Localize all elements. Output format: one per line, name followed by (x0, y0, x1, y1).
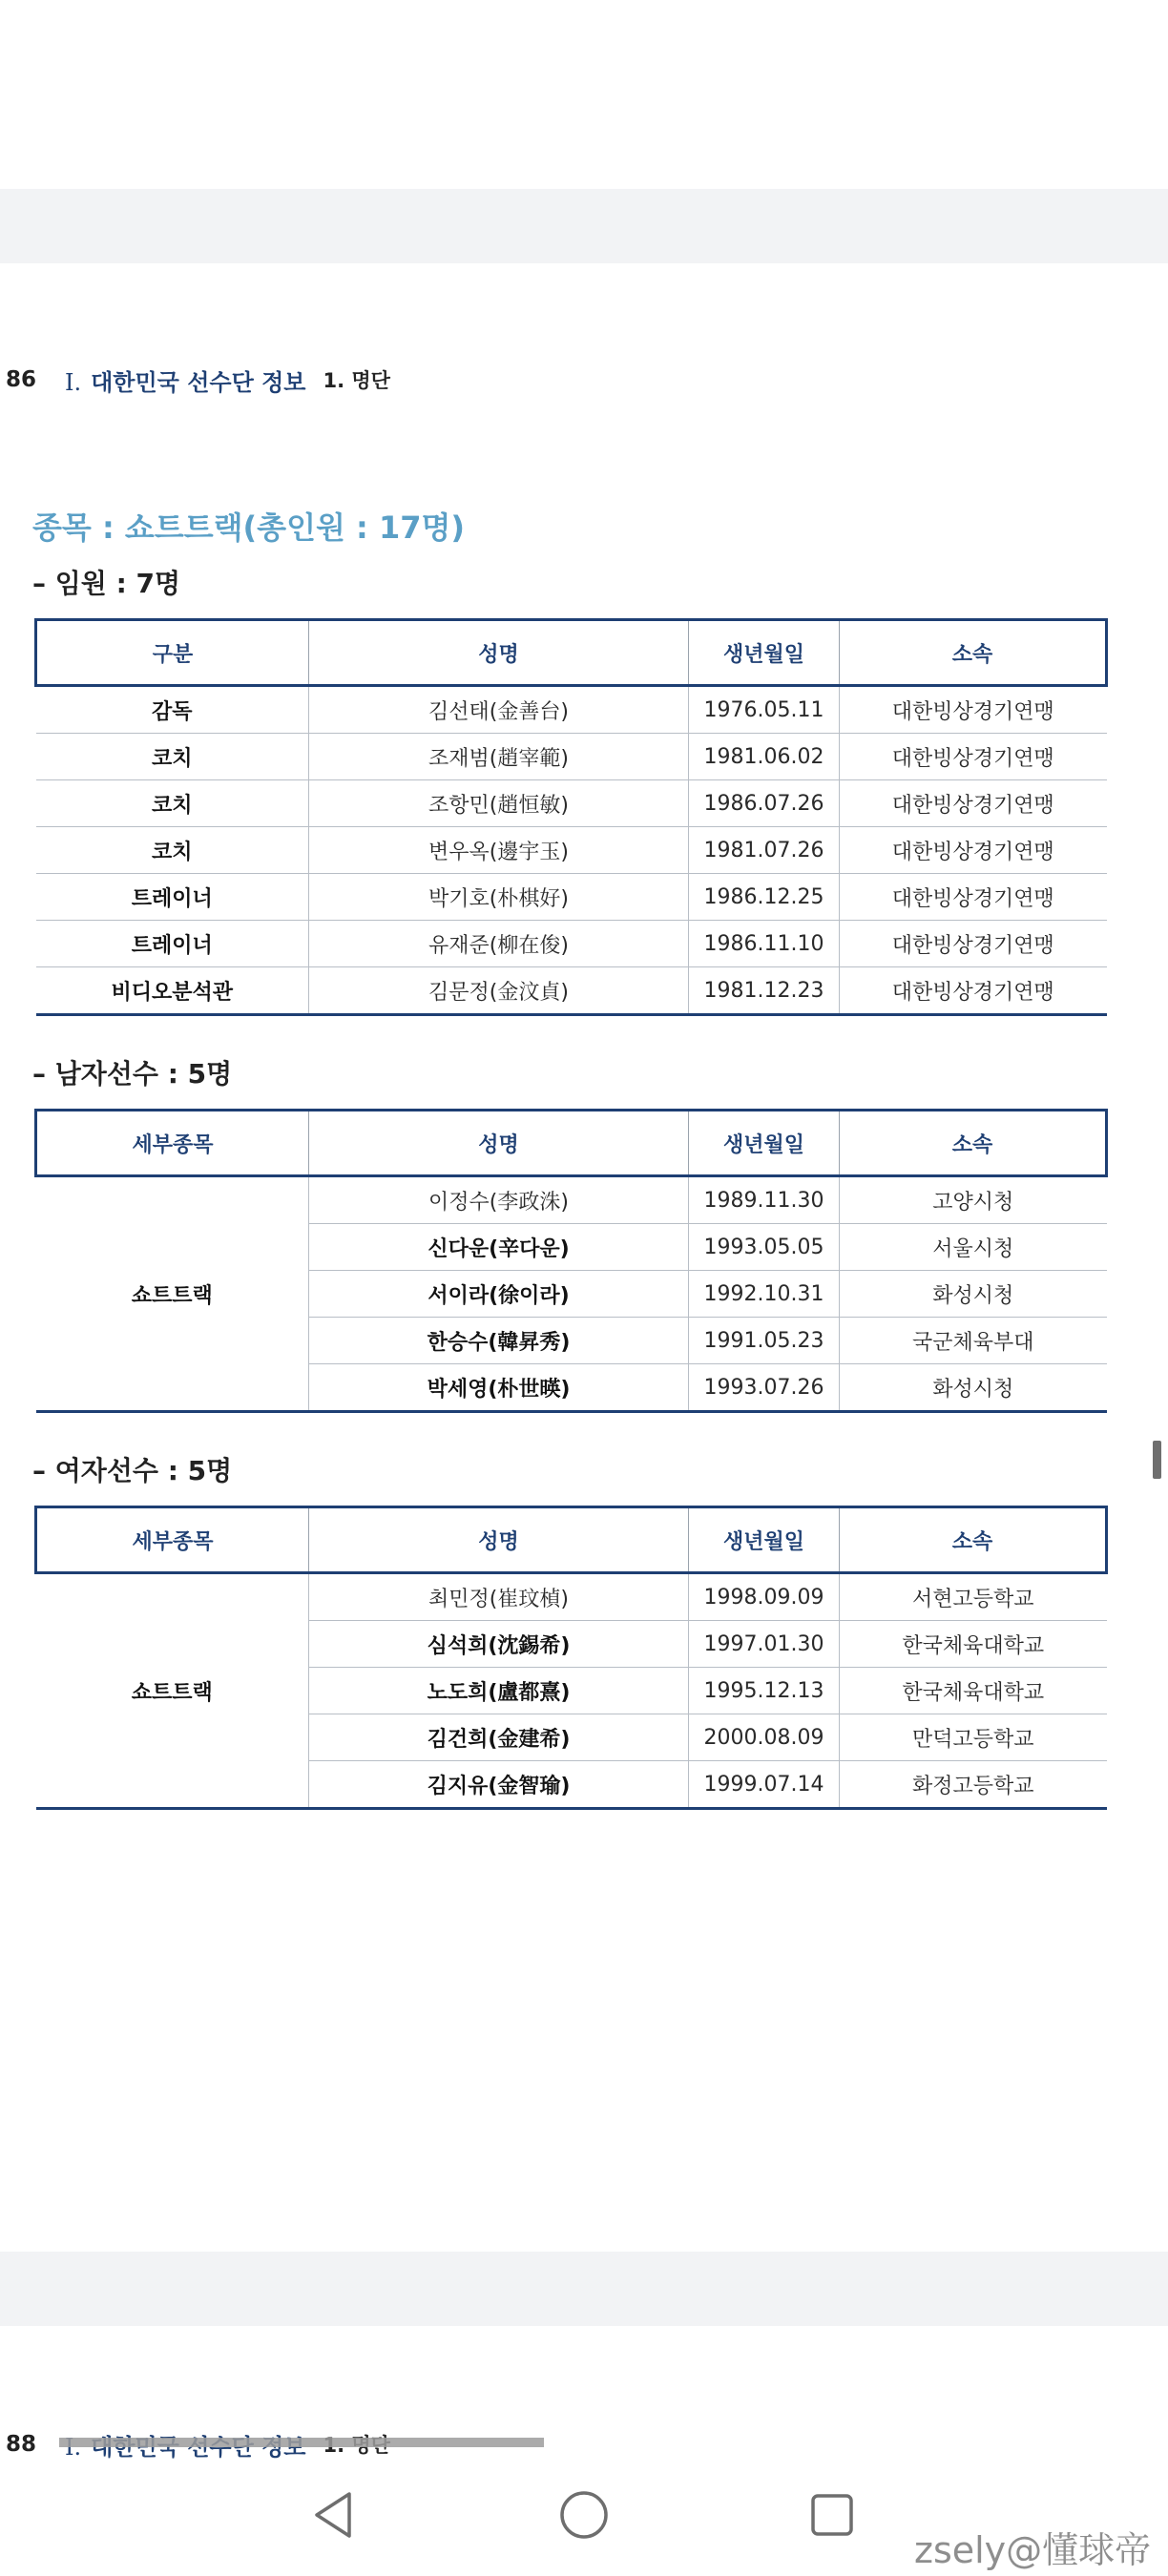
birthdate-cell: 1981.06.02 (689, 734, 840, 780)
name-cell: 이정수(李政洙) (309, 1176, 689, 1224)
name-cell: 심석희(沈錫希) (309, 1621, 689, 1668)
column-header: 소속 (840, 1111, 1107, 1176)
name-cell: 조재범(趙宰範) (309, 734, 689, 780)
column-header: 구분 (36, 620, 309, 686)
affiliation-cell: 고양시청 (840, 1176, 1107, 1224)
name-cell: 신다운(辛다운) (309, 1224, 689, 1271)
event-cell: 쇼트트랙 (36, 1573, 309, 1809)
table-row (36, 734, 1107, 780)
birthdate-cell: 1991.05.23 (689, 1318, 840, 1364)
birthdate-cell: 1981.12.23 (689, 967, 840, 1015)
role-cell: 코치 (36, 734, 309, 780)
name-cell: 박기호(朴棋好) (309, 874, 689, 921)
chapter-title (65, 364, 305, 397)
birthdate-cell: 1993.05.05 (689, 1224, 840, 1271)
table-row (36, 921, 1107, 967)
affiliation-cell: 대한빙상경기연맹 (840, 734, 1107, 780)
table-header-row (36, 620, 1107, 686)
name-cell: 노도희(盧都熹) (309, 1668, 689, 1714)
square-recents-icon[interactable] (805, 2488, 859, 2542)
column-header: 생년월일 (689, 1507, 840, 1573)
name-cell: 김건희(金建希) (309, 1714, 689, 1761)
affiliation-cell: 대한빙상경기연맹 (840, 921, 1107, 967)
name-cell: 한승수(韓昇秀) (309, 1318, 689, 1364)
men-athletes-table (34, 1109, 1108, 1413)
birthdate-cell: 1992.10.31 (689, 1271, 840, 1318)
column-header: 성명 (309, 620, 689, 686)
event-title: 종목 : 쇼트트랙(총인원 : 17명) (32, 509, 466, 546)
women-athletes-table (34, 1506, 1108, 1810)
affiliation-cell: 대한빙상경기연맹 (840, 686, 1107, 734)
affiliation-cell: 대한빙상경기연맹 (840, 780, 1107, 827)
column-header: 생년월일 (689, 620, 840, 686)
page-gap-bottom (0, 2252, 1168, 2326)
affiliation-cell: 대한빙상경기연맹 (840, 967, 1107, 1015)
birthdate-cell: 1997.01.30 (689, 1621, 840, 1668)
column-header: 소속 (840, 1507, 1107, 1573)
triangle-back-icon[interactable] (307, 2488, 361, 2542)
birthdate-cell: 1981.07.26 (689, 827, 840, 874)
affiliation-cell: 서현고등학교 (840, 1573, 1107, 1621)
birthdate-cell: 1995.12.13 (689, 1668, 840, 1714)
scrollbar-thumb[interactable] (1153, 1441, 1161, 1479)
name-cell: 김문정(金汶貞) (309, 967, 689, 1015)
page-number: 86 (6, 367, 37, 392)
table-row (36, 780, 1107, 827)
affiliation-cell: 화성시청 (840, 1271, 1107, 1318)
birthdate-cell: 1986.11.10 (689, 921, 840, 967)
role-cell: 코치 (36, 827, 309, 874)
birthdate-cell: 1986.07.26 (689, 780, 840, 827)
column-header: 세부종목 (36, 1111, 309, 1176)
table-row (36, 1176, 1107, 1224)
officials-table (34, 618, 1108, 1016)
affiliation-cell: 대한빙상경기연맹 (840, 827, 1107, 874)
birthdate-cell: 1999.07.14 (689, 1761, 840, 1809)
name-cell: 김지유(金智瑜) (309, 1761, 689, 1809)
chapter-roman: Ⅰ. (65, 368, 82, 396)
name-cell: 유재준(柳在俊) (309, 921, 689, 967)
table-header-row (36, 1111, 1107, 1176)
role-cell: 비디오분석관 (36, 967, 309, 1015)
page-header (0, 361, 390, 399)
table-row (36, 967, 1107, 1015)
column-header: 소속 (840, 620, 1107, 686)
role-cell: 트레이너 (36, 874, 309, 921)
table-row (36, 1573, 1107, 1621)
role-cell: 코치 (36, 780, 309, 827)
table-header-row (36, 1507, 1107, 1573)
affiliation-cell: 화성시청 (840, 1364, 1107, 1412)
column-header: 세부종목 (36, 1507, 309, 1573)
name-cell: 서이라(徐이라) (309, 1271, 689, 1318)
birthdate-cell: 1989.11.30 (689, 1176, 840, 1224)
name-cell: 조항민(趙恒敏) (309, 780, 689, 827)
affiliation-cell: 대한빙상경기연맹 (840, 874, 1107, 921)
role-cell: 트레이너 (36, 921, 309, 967)
name-cell: 박세영(朴世暎) (309, 1364, 689, 1412)
birthdate-cell: 2000.08.09 (689, 1714, 840, 1761)
women-section-title: – 여자선수 : 5명 (32, 1455, 233, 1486)
role-cell: 감독 (36, 686, 309, 734)
affiliation-cell: 한국체육대학교 (840, 1621, 1107, 1668)
name-cell: 최민정(崔玟楨) (309, 1573, 689, 1621)
name-cell: 김선태(金善台) (309, 686, 689, 734)
watermark: zsely@懂球帝 (914, 2529, 1152, 2571)
affiliation-cell: 화정고등학교 (840, 1761, 1107, 1809)
column-header: 성명 (309, 1507, 689, 1573)
birthdate-cell: 1976.05.11 (689, 686, 840, 734)
table-row (36, 874, 1107, 921)
next-page-number: 88 (6, 2432, 37, 2457)
men-section-title: – 남자선수 : 5명 (32, 1058, 233, 1090)
affiliation-cell: 한국체육대학교 (840, 1668, 1107, 1714)
table-row (36, 827, 1107, 874)
chapter-title-text: 대한민국 선수단 정보 (91, 368, 306, 396)
affiliation-cell: 국군체육부대 (840, 1318, 1107, 1364)
affiliation-cell: 서울시청 (840, 1224, 1107, 1271)
birthdate-cell: 1986.12.25 (689, 874, 840, 921)
affiliation-cell: 만덕고등학교 (840, 1714, 1107, 1761)
event-cell: 쇼트트랙 (36, 1176, 309, 1412)
table-row (36, 686, 1107, 734)
circle-home-icon[interactable] (557, 2488, 611, 2542)
subchapter-title: 1. 명단 (323, 369, 390, 392)
name-cell: 변우옥(邊宇玉) (309, 827, 689, 874)
column-header: 성명 (309, 1111, 689, 1176)
column-header: 생년월일 (689, 1111, 840, 1176)
officials-section-title: – 임원 : 7명 (32, 568, 181, 599)
birthdate-cell: 1993.07.26 (689, 1364, 840, 1412)
overlay-bar (59, 2438, 544, 2447)
page-gap-top (0, 189, 1168, 263)
birthdate-cell: 1998.09.09 (689, 1573, 840, 1621)
